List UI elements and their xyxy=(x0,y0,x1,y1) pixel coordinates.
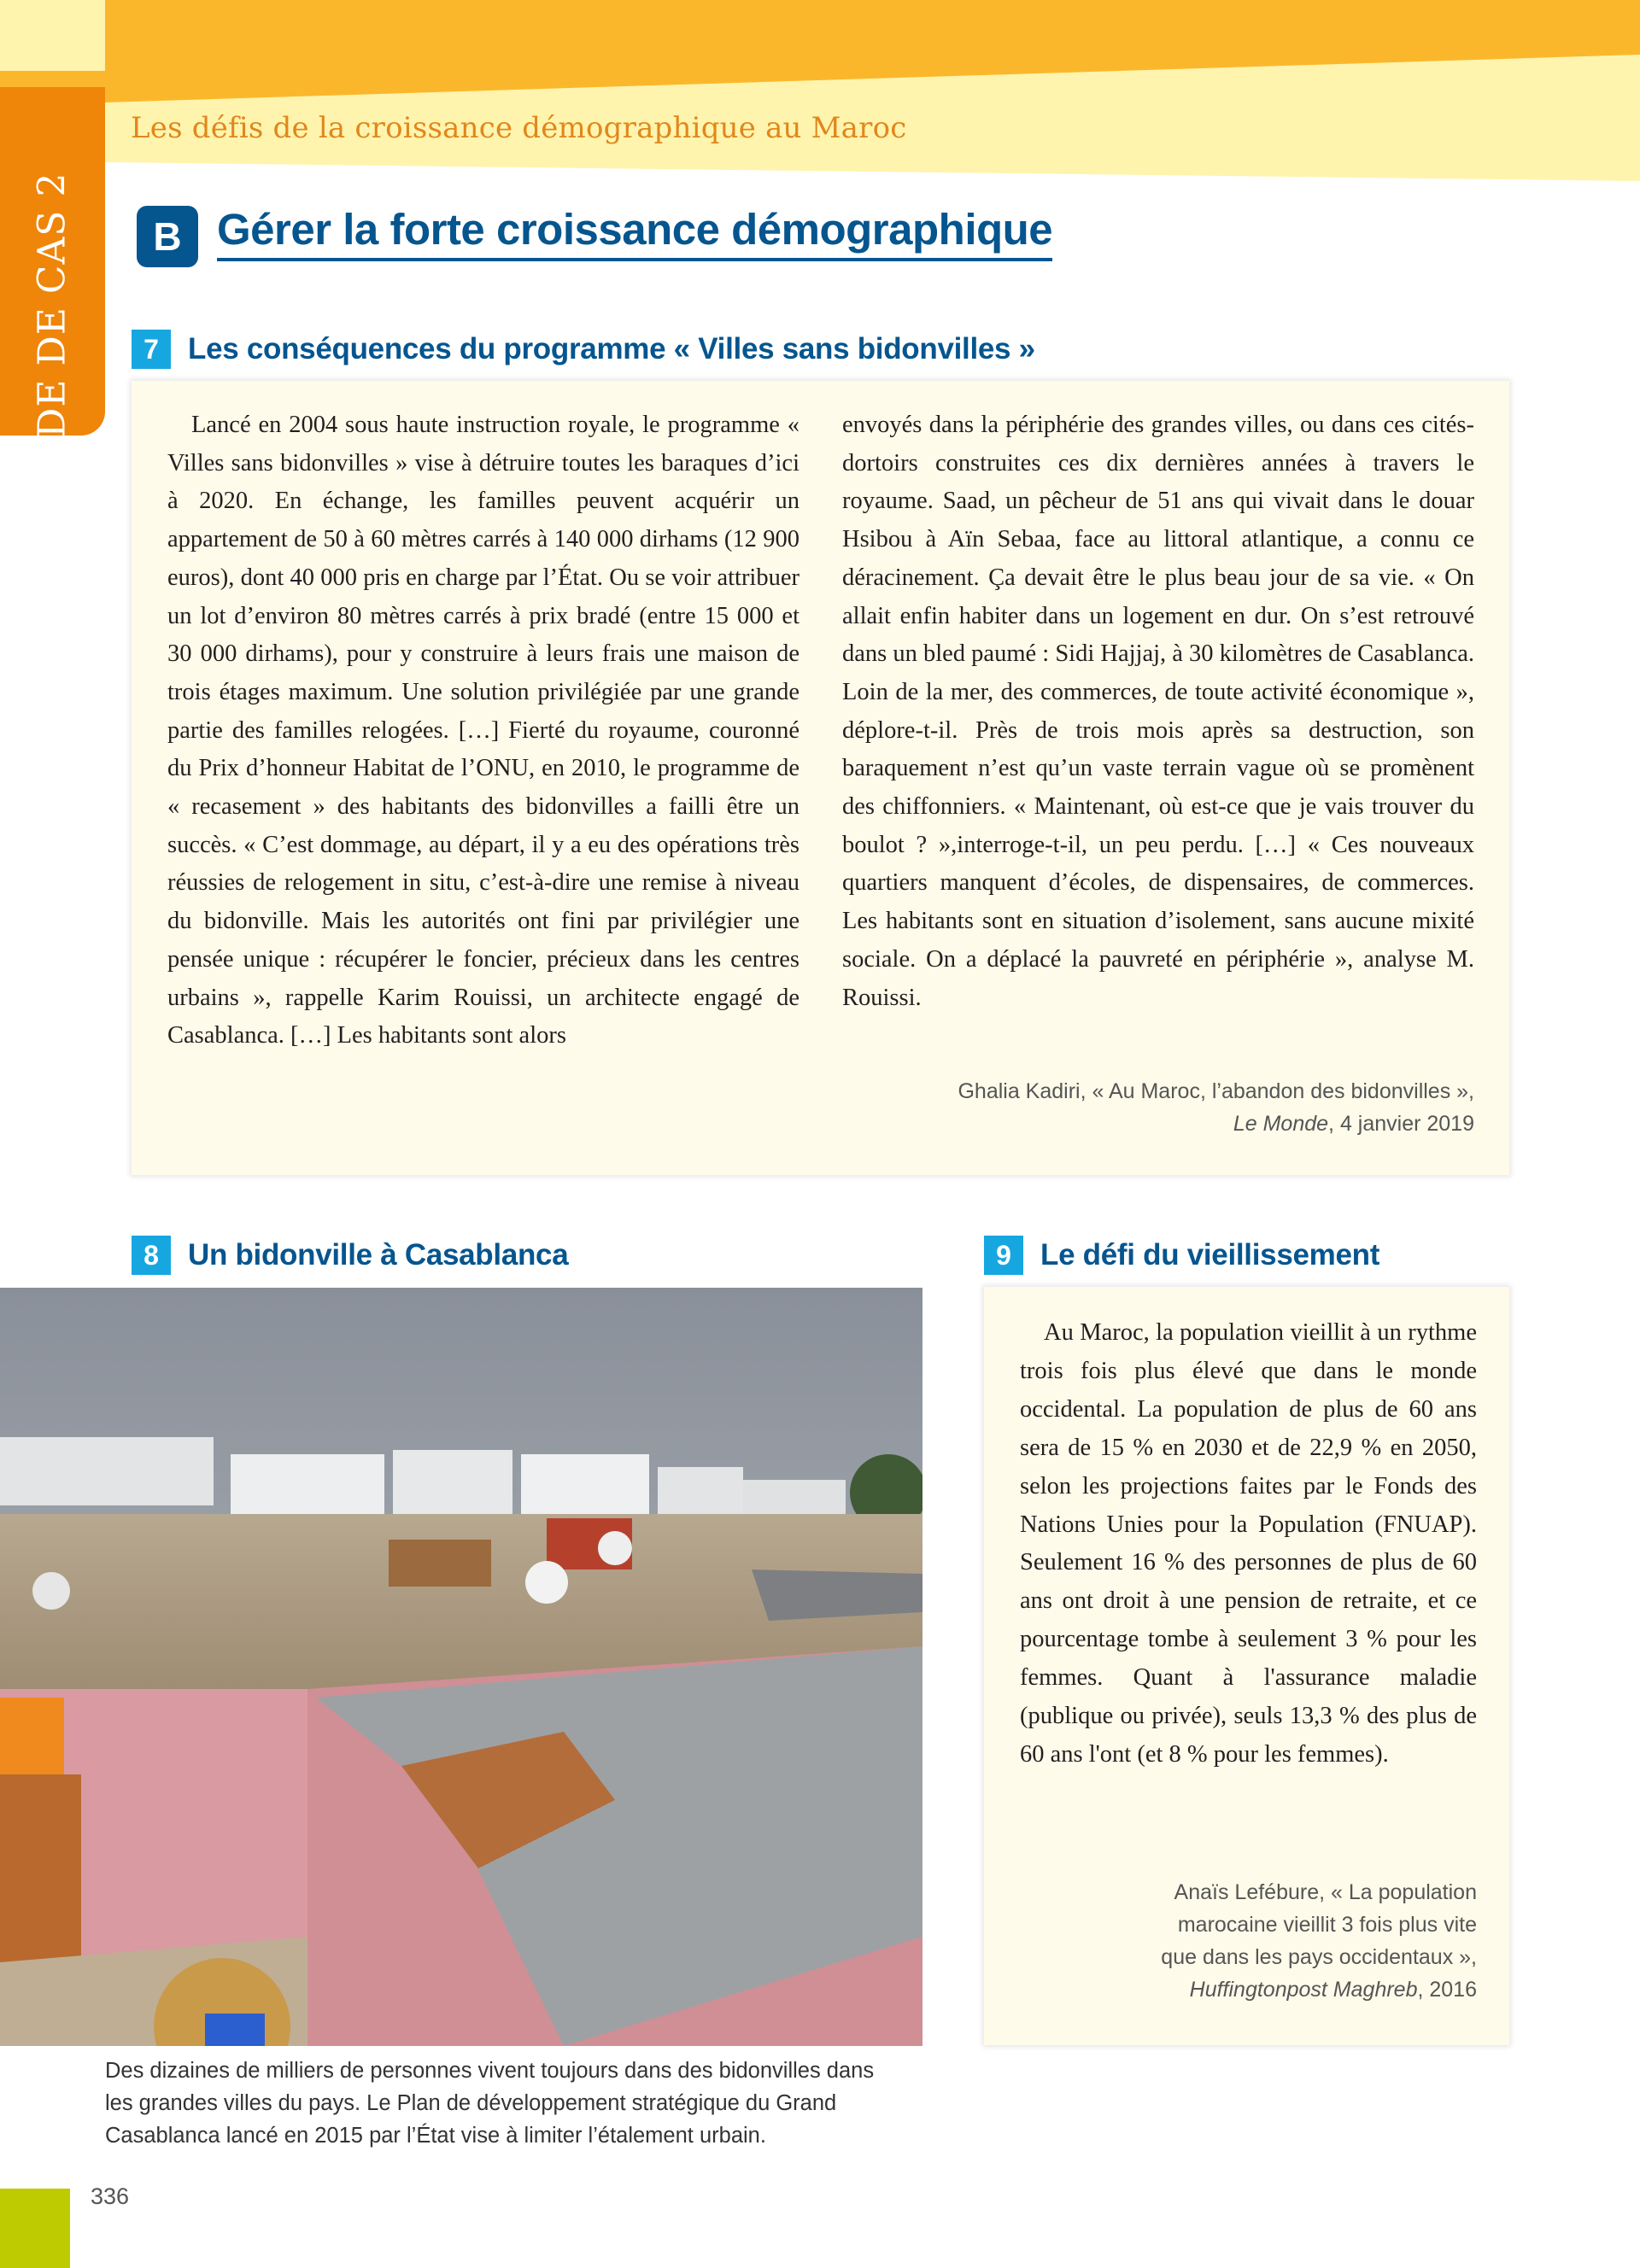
doc9-text: Au Maroc, la population vieillit à un rythme trois fois plus élevé que dans le monde occidental. La population de plus de 60 ans sera de 15 % en 2030 et de 22,9 % en 2050, selon les projections faites par le Fonds des Nations Unies pour la Population (FNUAP). Seulement 16 % des personnes de plus de 60 ans ont droit à une pension de retraite, et ce pourcentage tombe à seulement 3 % pour les femmes. Quant à l'assurance maladie (publique ou privée), seuls 13,3 % des plus de 60 ans l'ont (et 8 % pour les femmes). xyxy=(1020,1319,1477,1768)
doc7-heading xyxy=(132,330,1035,369)
chapter-tab xyxy=(0,87,105,525)
doc8-title: Un bidonville à Casablanca xyxy=(188,1238,569,1271)
doc7-text-box xyxy=(132,381,1509,1175)
doc9-title: Le défi du vieillissement xyxy=(1040,1238,1380,1271)
header-bands xyxy=(0,0,1640,196)
section-letter-badge: B xyxy=(137,206,198,267)
page-color-block xyxy=(0,2189,70,2268)
doc7-column-1 xyxy=(167,406,800,1055)
doc9-source-line: marocaine vieillit 3 fois plus vite xyxy=(1177,1913,1477,1937)
corner-block xyxy=(0,0,105,71)
doc7-title: Les conséquences du programme « Villes sans bidonvilles » xyxy=(188,332,1035,365)
doc9-source-line: Anaïs Lefébure, « La population xyxy=(1174,1880,1477,1904)
doc7-column-2 xyxy=(842,406,1474,1017)
photo-caption: Des dizaines de milliers de personnes vivent toujours dans des bidonvilles dans les grandes villes du pays. Le Plan de développement stratégique du Grand Casablanca lancé en 2015 par l’État vise à limiter l’étalement urbain. xyxy=(105,2059,875,2148)
doc9-source-publication: Huffingtonpost Maghreb xyxy=(1189,1978,1418,2002)
doc9-source-date: , 2016 xyxy=(1417,1978,1477,2002)
slum-photo-illustration xyxy=(0,1288,922,2046)
corner-strip xyxy=(0,71,105,88)
doc7-col1-text: Lancé en 2004 sous haute instruction royale, le programme « Villes sans bidonvilles » vise à détruire toutes les baraques d’ici à 2020. En échange, les familles peuvent acquérir un appartement de 50 à 60 mètres carrés à 140 000 dirhams (12 900 euros), dont 40 000 pris en charge par l’État. Ou se voir attribuer un lot d’environ 80 mètres carrés à prix bradé (entre 15 000 et 30 000 dirhams), pour y construire à leurs frais une maison de trois étages maximum. Une solution privilégiée par une grande partie des familles relogées. […] Fierté du royaume, couronné du Prix d’honneur Habitat de l’ONU, en 2010, le programme de « recasement » des habitants des bidonvilles a failli être un succès. « C’est dommage, au départ, il y a eu des opérations très réussies de relogement in situ, c’est-à-dire une remise à niveau du bidonville. Mais les autorités ont fini par privilégier une pensée unique : récupérer le foncier, précieux dans les centres urbains », rappelle Karim Rouissi, un architecte engagé de Casablanca. […] Les habitants sont alors xyxy=(167,412,800,1049)
section-title: Gérer la forte croissance démographique xyxy=(217,203,1052,261)
chapter-tab-label: ÉTUDE DE CAS 2 xyxy=(30,172,74,525)
doc9-source xyxy=(1020,1876,1477,2006)
doc7-source xyxy=(842,1075,1474,1140)
slum-photo xyxy=(0,1288,922,2046)
doc9-body xyxy=(1020,1314,1477,1774)
doc7-source-publication: Le Monde xyxy=(1233,1112,1329,1136)
doc7-col2-text: envoyés dans la périphérie des grandes villes, ou dans ces cités-dortoirs construites ces dix dernières années à travers le royaume. Saad, un pêcheur de 51 ans qui vivait dans le douar Hsibou à Aïn Sebaa, face au littoral atlantique, a connu ce déracinement. Ça devait être le plus beau jour de sa vie. « On allait enfin habiter dans un logement en dur. On s’est retrouvé dans un bled paumé : Sidi Hajjaj, à 30 kilomètres de Casablanca. Loin de la mer, des commerces, de toute activité économique », déplore-t-il. Près de trois mois après sa destruction, son baraquement n’est qu’un vaste terrain vague où se promènent des chiffonniers. « Maintenant, où est-ce que je vais trouver du boulot ? »,interroge-t-il, un peu perdu. […] « Ces nouveaux quartiers manquent d’écoles, de dispensaires, de commerces. Les habitants sont en situation d’isolement, sans aucune mixité sociale. On a déplacé la pauvreté en périphérie », analyse M. Rouissi. xyxy=(842,412,1475,1011)
page-number: 336 xyxy=(91,2183,130,2209)
doc7-source-author-title: Ghalia Kadiri, « Au Maroc, l’abandon des bidonvilles », xyxy=(958,1079,1474,1103)
doc7-number-badge: 7 xyxy=(132,330,171,369)
doc8-number-badge: 8 xyxy=(132,1236,171,1275)
page-subtitle: Les défis de la croissance démographique au Maroc xyxy=(131,111,907,145)
doc9-text-box xyxy=(984,1287,1509,2045)
doc9-heading xyxy=(984,1236,1379,1275)
doc7-source-date: , 4 janvier 2019 xyxy=(1328,1112,1474,1136)
doc9-number-badge: 9 xyxy=(984,1236,1023,1275)
doc9-source-line: que dans les pays occidentaux », xyxy=(1161,1945,1477,1969)
doc8-heading xyxy=(132,1236,568,1275)
